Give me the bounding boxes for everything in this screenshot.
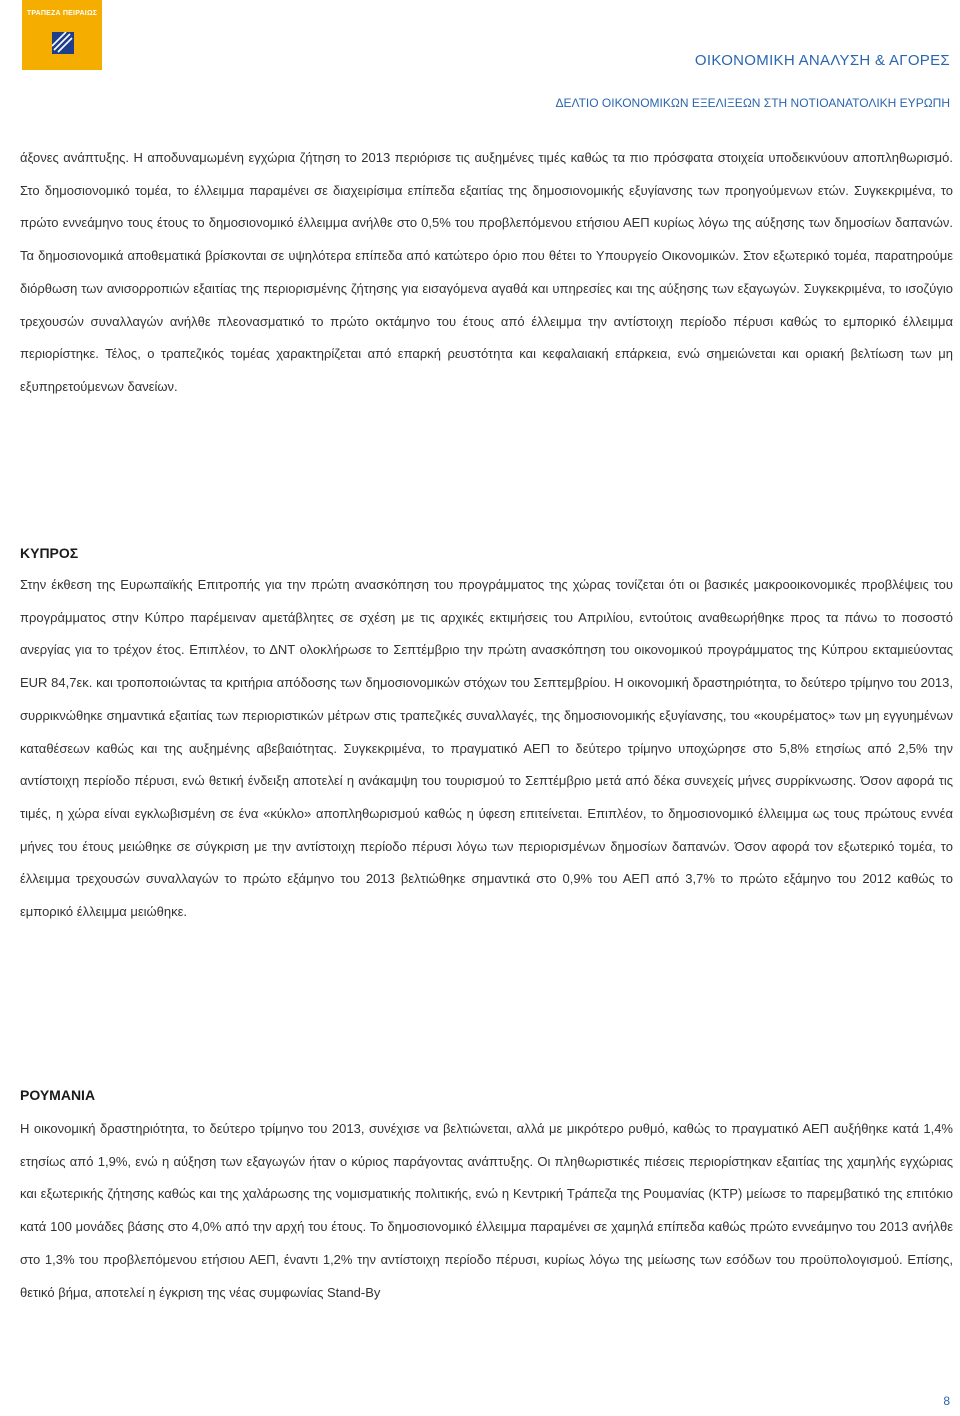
report-subtitle: ΔΕΛΤΙΟ ΟΙΚΟΝΟΜΙΚΩΝ ΕΞΕΛΙΞΕΩΝ ΣΤΗ ΝΟΤΙΟΑΝΑΤΟΛΙΚΗ ΕΥΡΩΠΗ (555, 96, 950, 110)
report-title: ΟΙΚΟΝΟΜΙΚΗ ΑΝΑΛΥΣΗ & ΑΓΟΡΕΣ (694, 52, 950, 69)
section-heading-cyprus: ΚΥΠΡΟΣ (20, 545, 79, 561)
page-number: 8 (943, 1394, 950, 1408)
cyprus-paragraph: Στην έκθεση της Ευρωπαϊκής Επιτροπής για την πρώτη ανασκόπηση του προγράμματος της χώρας τονίζεται ότι οι βασικές μακροοικονομικές προβλέψεις του προγράμματος στην Κύπρο παρέμειναν αμετάβλητες σε σχέση με τις αρχικές εκτιμήσεις του Απριλίου, εντούτοις αναθεωρήθηκε προς τα πάνω το ποσοστό ανεργίας για το τρέχον έτος. Επιπλέον, το ΔΝΤ ολοκλήρωσε το Σεπτέμβριο την πρώτη ανασκόπηση του οικονομικού προγράμματος της Κύπρου εκταμιεύοντας EUR 84,7εκ. και τροποποιώντας τα κριτήρια απόδοσης των δημοσιονομικών στόχων του Σεπτεμβρίου. Η οικονομική δραστηριότητα, το δεύτερο τρίμηνο του 2013, συρρικνώθηκε σημαντικά εξαιτίας των περιοριστικών μέτρων στις τραπεζικές συναλλαγές, της δημοσιονομικής εξυγίανσης, του «κουρέματος» των μη εγγυημένων καταθέσεων καθώς και της αυξημένης αβεβαιότητας. Συγκεκριμένα, το πραγματικό ΑΕΠ το δεύτερο τρίμηνο υποχώρησε στο 5,8% ετησίως από 2,5% την αντίστοιχη περίοδο πέρυσι, ενώ θετική ένδειξη αποτελεί η ανάκαμψη του τουρισμού το Σεπτέμβριο μετά από δέκα συνεχείς μήνες συρρίκνωσης. Όσον αφορά τις τιμές, η χώρα είναι εγκλωβισμένη σε ένα «κύκλο» αποπληθωρισμού καθώς η ύφεση επιτείνεται. Επιπλέον, το δημοσιονομικό έλλειμμα ως τους πρώτους εννέα μήνες του έτους μειώθηκε σε σύγκριση με την αντίστοιχη περίοδο πέρυσι λόγω των περιορισμένων δημοσίων δαπανών. Όσον αφορά τον εξωτερικό τομέα, το έλλειμμα τρεχουσών συναλλαγών το πρώτο εξάμηνο του 2013 βελτιώθηκε σημαντικά στο 0,9% του ΑΕΠ από 3,7% το πρώτο εξάμηνο του 2012 καθώς το εμπορικό έλλειμμα μειώθηκε. (20, 577, 953, 920)
romania-paragraph: Η οικονομική δραστηριότητα, το δεύτερο τρίμηνο του 2013, συνέχισε να βελτιώνεται, αλλά με μικρότερο ρυθμό, καθώς το πραγματικό ΑΕΠ αυξήθηκε κατά 1,4% ετησίως από 1,9%, ενώ η αύξηση των εξαγωγών ήταν ο κύριος παράγοντας ανάπτυξης. Οι πληθωριστικές πιέσεις περιορίστηκαν εξαιτίας της χαμηλής εγχώριας και εξωτερικής ζήτησης καθώς και της χαλάρωσης της νομισματικής πολιτικής, ενώ η Κεντρική Τράπεζα της Ρουμανίας (ΚΤΡ) μείωσε το παρεμβατικό της επιτόκιο κατά 100 μονάδες βάσης στο 4,0% από την αρχή του έτους. Το δημοσιονομικό έλλειμμα παραμένει σε χαμηλά επίπεδα καθώς πρώτο εννεάμηνο του 2013 ανήλθε στο 1,3% του προβλεπόμενου ετήσιου ΑΕΠ, έναντι 1,2% την αντίστοιχη περίοδο πέρυσι, κυρίως λόγω της μείωσης των εσόδων του προϋπολογισμού. Επίσης, θετικό βήμα, αποτελεί η έγκριση της νέας συμφωνίας Stand-By (20, 1121, 953, 1300)
intro-paragraph: άξονες ανάπτυξης. Η αποδυναμωμένη εγχώρια ζήτηση το 2013 περιόρισε τις αυξημένες τιμές καθώς τα πιο πρόσφατα στοιχεία υποδεικνύουν αποπληθωρισμό. Στο δημοσιονομικό τομέα, το έλλειμμα παραμένει σε διαχειρίσιμα επίπεδα εξαιτίας της δημοσιονομικής εξυγίανσης των προηγούμενων ετών. Συγκεκριμένα, το πρώτο εννεάμηνο τους έτους το δημοσιονομικό έλλειμμα ανήλθε στο 0,5% του προβλεπόμενου ετήσιου ΑΕΠ κυρίως λόγω της αύξησης των δημοσίων δαπανών. Τα δημοσιονομικά αποθεματικά βρίσκονται σε υψηλότερα επίπεδα από κατώτερο όριο που θέτει το Υπουργείο Οικονομικών. Στον εξωτερικό τομέα, παρατηρούμε διόρθωση των ανισορροπιών εξαιτίας της περιορισμένης ζήτησης για εισαγόμενα αγαθά και υπηρεσίες και της αύξησης των εξαγωγών. Συγκεκριμένα, το ισοζύγιο τρεχουσών συναλλαγών ανήλθε πλεονασματικό το πρώτο οκτάμηνο του έτους από έλλειμμα την αντίστοιχη περίοδο πέρυσι καθώς το εμπορικό έλλειμμα περιορίστηκε. Τέλος, ο τραπεζικός τομέας χαρακτηρίζεται από επαρκή ρευστότητα και κεφαλαιακή επάρκεια, ενώ σημειώνεται και οριακή βελτίωση των μη εξυπηρετούμενων δανείων. (20, 150, 953, 394)
section-heading-romania: ΡΟΥΜΑΝΙΑ (20, 1087, 96, 1103)
bank-logo (22, 0, 102, 70)
bank-name: ΤΡΑΠΕΖΑ ΠΕΙΡΑΙΩΣ (26, 10, 98, 17)
piraeus-bank-logo-icon (52, 32, 74, 54)
